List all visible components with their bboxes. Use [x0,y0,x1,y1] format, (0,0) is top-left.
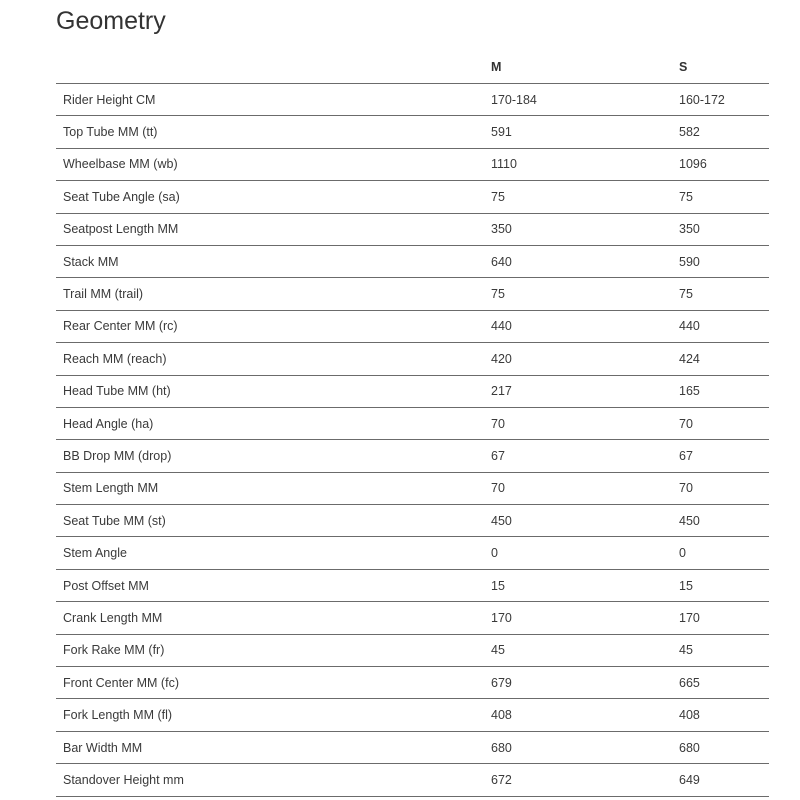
row-label: Wheelbase MM (wb) [56,148,491,180]
table-row [56,667,769,699]
value-size-m: 75 [491,278,679,310]
row-label: Standover Height mm [56,764,491,796]
table-row [56,569,769,601]
value-size-s: 170 [679,602,769,634]
row-label: Stack MM [56,245,491,277]
value-size-m: 591 [491,116,679,148]
value-size-s: 408 [679,699,769,731]
table-row [56,148,769,180]
row-label: Front Center MM (fc) [56,667,491,699]
value-size-m: 672 [491,764,679,796]
row-label: Post Offset MM [56,569,491,601]
table-row [56,84,769,116]
header-size-m: M [491,50,679,84]
table-row [56,537,769,569]
value-size-m: 679 [491,667,679,699]
table-row [56,407,769,439]
table-row [56,731,769,763]
value-size-m: 170 [491,602,679,634]
table-row [56,505,769,537]
value-size-s: 15 [679,569,769,601]
row-label: Trail MM (trail) [56,278,491,310]
value-size-m: 420 [491,343,679,375]
value-size-s: 649 [679,764,769,796]
value-size-m: 450 [491,505,679,537]
value-size-m: 45 [491,634,679,666]
value-size-s: 1096 [679,148,769,180]
row-label: Crank Length MM [56,602,491,634]
value-size-s: 70 [679,472,769,504]
value-size-m: 1110 [491,148,679,180]
table-row [56,278,769,310]
value-size-s: 67 [679,440,769,472]
table-row [56,375,769,407]
value-size-s: 75 [679,181,769,213]
value-size-m: 217 [491,375,679,407]
row-label: BB Drop MM (drop) [56,440,491,472]
table-row [56,699,769,731]
value-size-s: 70 [679,407,769,439]
value-size-s: 450 [679,505,769,537]
value-size-s: 45 [679,634,769,666]
value-size-s: 75 [679,278,769,310]
table-row [56,310,769,342]
table-row [56,245,769,277]
value-size-s: 590 [679,245,769,277]
value-size-s: 582 [679,116,769,148]
row-label: Reach MM (reach) [56,343,491,375]
table-row [56,116,769,148]
page-title: Geometry [56,7,166,35]
row-label: Fork Length MM (fl) [56,699,491,731]
value-size-m: 75 [491,181,679,213]
table-row [56,181,769,213]
value-size-m: 408 [491,699,679,731]
geometry-table [56,50,769,797]
row-label: Stem Length MM [56,472,491,504]
table-row [56,602,769,634]
value-size-s: 350 [679,213,769,245]
value-size-m: 440 [491,310,679,342]
row-label: Top Tube MM (tt) [56,116,491,148]
value-size-s: 0 [679,537,769,569]
table-row [56,472,769,504]
value-size-m: 70 [491,472,679,504]
table-row [56,213,769,245]
value-size-m: 0 [491,537,679,569]
value-size-s: 680 [679,731,769,763]
value-size-s: 165 [679,375,769,407]
row-label: Stem Angle [56,537,491,569]
header-label-column [56,50,491,84]
value-size-m: 67 [491,440,679,472]
row-label: Seatpost Length MM [56,213,491,245]
row-label: Rider Height CM [56,84,491,116]
table-header-row [56,50,769,84]
value-size-s: 440 [679,310,769,342]
table-row [56,440,769,472]
header-size-s: S [679,50,769,84]
value-size-s: 424 [679,343,769,375]
value-size-m: 15 [491,569,679,601]
table-row [56,343,769,375]
value-size-m: 640 [491,245,679,277]
value-size-m: 350 [491,213,679,245]
row-label: Fork Rake MM (fr) [56,634,491,666]
row-label: Seat Tube MM (st) [56,505,491,537]
value-size-s: 160-172 [679,84,769,116]
value-size-m: 680 [491,731,679,763]
row-label: Seat Tube Angle (sa) [56,181,491,213]
value-size-s: 665 [679,667,769,699]
row-label: Head Angle (ha) [56,407,491,439]
table-body [56,84,769,797]
row-label: Rear Center MM (rc) [56,310,491,342]
row-label: Bar Width MM [56,731,491,763]
table-row [56,634,769,666]
value-size-m: 170-184 [491,84,679,116]
row-label: Head Tube MM (ht) [56,375,491,407]
value-size-m: 70 [491,407,679,439]
table-row [56,764,769,796]
